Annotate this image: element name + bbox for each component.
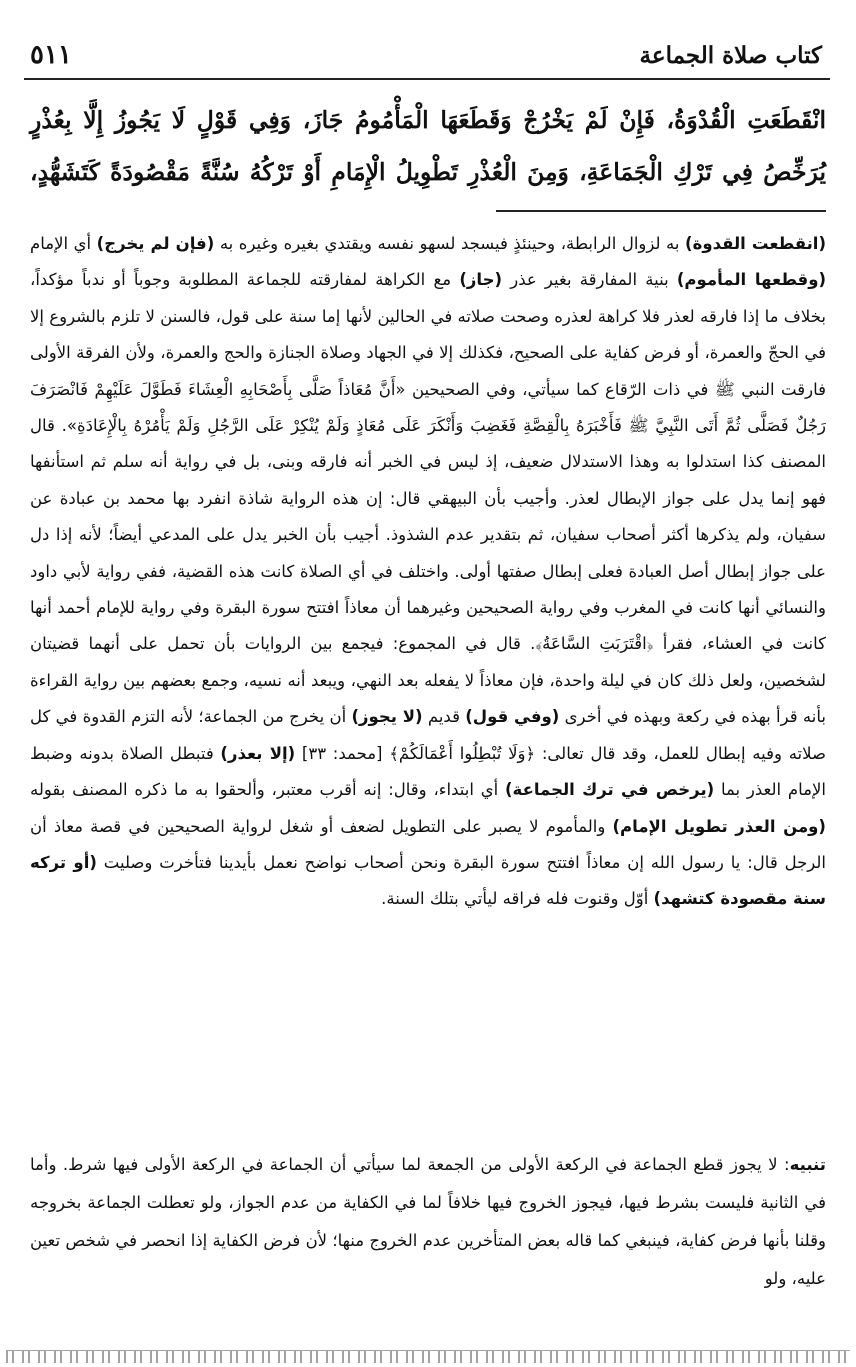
decorative-border bbox=[6, 1350, 850, 1363]
commentary-text: أن يخرج من الجماعة؛ لأنه التزم القدوة في كل صلاته وفيه إبطال للعمل، وقد قال تعالى: ﴿وَلَا تُبْطِلُوا أَعْمَالَكُمْ﴾ [محمد: ٣٣] bbox=[30, 707, 826, 763]
note-text: : لا يجوز قطع الجماعة في الركعة الأولى من الجمعة لما سيأتي أن الجماعة في الركعة الأولى فيها شرط. وأما في الثانية فليست بشرط فيها، فيجوز الخروج فيها خلافاً لما في الكفاية من عدم الجواز، ولو تعطلت الجماعة بخروجه وقلنا بأنها فرض كفاية، فينبغي كما قاله بعض المتأخرين عدم الخروج منها؛ لأن فرض الكفاية إذا انحصر في شخص تعين عليه، ولو bbox=[30, 1155, 826, 1288]
commentary-text: أي الإمام bbox=[30, 234, 97, 253]
quoted-matn: (لا يجوز) bbox=[351, 707, 423, 727]
footnote-separator bbox=[496, 210, 826, 212]
running-title: كتاب صلاة الجماعة bbox=[639, 42, 822, 69]
commentary-text: أي ابتداء، وقال: إنه أقرب معتبر، وألحقوا به ما ذكره المصنف بقوله bbox=[30, 780, 506, 800]
page-header bbox=[24, 38, 830, 80]
quoted-matn: (أو تركه سنة مقصودة كتشهد) bbox=[30, 852, 826, 909]
commentary-text: أوّل وقنوت فله فراقه ليأتي بتلك السنة. bbox=[381, 889, 654, 909]
commentary-text: قديم bbox=[422, 707, 466, 727]
quoted-matn: (وفي قول) bbox=[465, 707, 560, 727]
quoted-matn: (إلا بعذر) bbox=[220, 743, 296, 763]
matn-text bbox=[30, 94, 826, 198]
quoted-matn: (انقطعت القدوة) bbox=[685, 234, 826, 253]
tanbih-note bbox=[30, 1146, 826, 1298]
commentary bbox=[30, 226, 826, 918]
commentary-text: والمأموم لا يصبر على التطويل لضعف أو شغل لرواية الصحيحين في قصة معاذ أن الرجل قال: يا رسول الله إن معاذاً افتتح سورة البقرة ونحن أصحاب نواضح نعمل بأيدينا فتأخرت وصليت bbox=[30, 816, 826, 872]
commentary-text: بنية المفارقة بغير عذر bbox=[502, 270, 677, 290]
quoted-matn: (فإن لم يخرج) bbox=[96, 234, 215, 253]
commentary-text: مع الكراهة لمفارقته للجماعة المطلوبة وجوباً أو ندباً مؤكداً، بخلاف ما إذا فارقه لعذر فلا كراهة لعذره وصحت صلاته في الحالين لأنها إما سنة على قول، فالسنن لا تلزم بالشروع إلا في الحجّ والعمرة، أو فرض كفاية على الصحيح، فكذلك إلا في الجهاد وصلاة الجنازة والحج والعمرة، ولأن الفرقة الأولى فارقت النبي ﷺ في ذات الرّقاع كما سيأتي، وفي الصحيحين «أَنَّ مُعَاذاً صَلَّى بِأَصْحَابِهِ الْعِشَاءَ فَطَوَّلَ عَلَيْهِمْ فَانْصَرَفَ رَجُلٌ فَصَلَّى ثُمَّ أَتَى النَّبِيَّ ﷺ فَأَخْبَرَهُ بِالْقِصَّةِ فَغَضِبَ وَأَنْكَرَ عَلَى مُعَاذٍ وَلَمْ يُنْكِرْ عَلَى الرَّجُلِ وَلَمْ يَأْمُرْهُ بِالْإِعَادَةِ». قال المصنف كذا استدلوا به وهذا الاستدلال ضعيف، إذ ليس في الخبر أنه فارقه وبنى، بل في رواية أنه سلم ثم استأنفها فهو إنما يدل على جواز الإبطال لعذر. وأجيب بأن البيهقي قال: إن هذه الرواية شاذة انفرد بها محمد بن عبادة عن سفيان، ولم يذكرها أكثر أصحاب سفيان، ثم بتقدير عدم الشذوذ. أجيب بأن الخبر يدل على المدعي أيضاً؛ لأنه إذا دل على جواز إبطال أصل العبادة فعلى إبطال صفتها أولى. واختلف في أي الصلاة كانت هذه القضية، ففي رواية لأبي داود والنسائي أنها كانت في المغرب وفي رواية الصحيحين وغيرهما أن معاذاً افتتح سورة البقرة وفي رواية للإمام أحمد أنها كانت في العشاء، فقرأ ﴿اقْتَرَبَتِ السَّاعَةُ﴾. قال في المجموع: فيجمع بين الروايات بأن تحمل على أنهما قضيتان لشخصين، ولعل ذلك كان في ليلة واحدة، فإن معاذاً لا يفعله بعد النهي، ويبعد أنه نسيه، وجمع بعضهم بين رواية القراءة بأنه قرأ بهذه في ركعة وبهذه في أخرى bbox=[30, 270, 826, 727]
commentary-text: فتبطل الصلاة بدونه وضبط الإمام العذر بما bbox=[30, 743, 826, 800]
quoted-matn: (يرخص في ترك الجماعة) bbox=[505, 780, 715, 800]
matn-body: انْقَطَعَتِ الْقُدْوَةُ، فَإِنْ لَمْ يَخْرُجْ وَقَطَعَهَا الْمَأْمُومُ جَازَ، وَفِي قَوْلٍ لَا يَجُوزُ إِلَّا بِعُذْرٍ يُرَخِّصُ فِي تَرْكِ الْجَمَاعَةِ، وَمِنَ الْعُذْرِ تَطْوِيلُ الْإِمَامِ أَوْ تَرْكُهُ سُنَّةً مَقْصُودَةً كَتَشَهُّدٍ، bbox=[30, 106, 826, 186]
commentary-paragraph bbox=[30, 226, 826, 918]
note-paragraph bbox=[30, 1146, 826, 1298]
note-label: تنبيه bbox=[789, 1155, 826, 1174]
quoted-matn: (وقطعها المأموم) bbox=[676, 270, 827, 290]
page-number: ٥١١ bbox=[30, 40, 72, 70]
quoted-matn: (جاز) bbox=[459, 270, 502, 290]
commentary-text: به لزوال الرابطة، وحينئذٍ فيسجد لسهو نفسه ويقتدي بغيره وغيره به bbox=[214, 234, 686, 253]
quoted-matn: (ومن العذر تطويل الإمام) bbox=[612, 816, 826, 836]
